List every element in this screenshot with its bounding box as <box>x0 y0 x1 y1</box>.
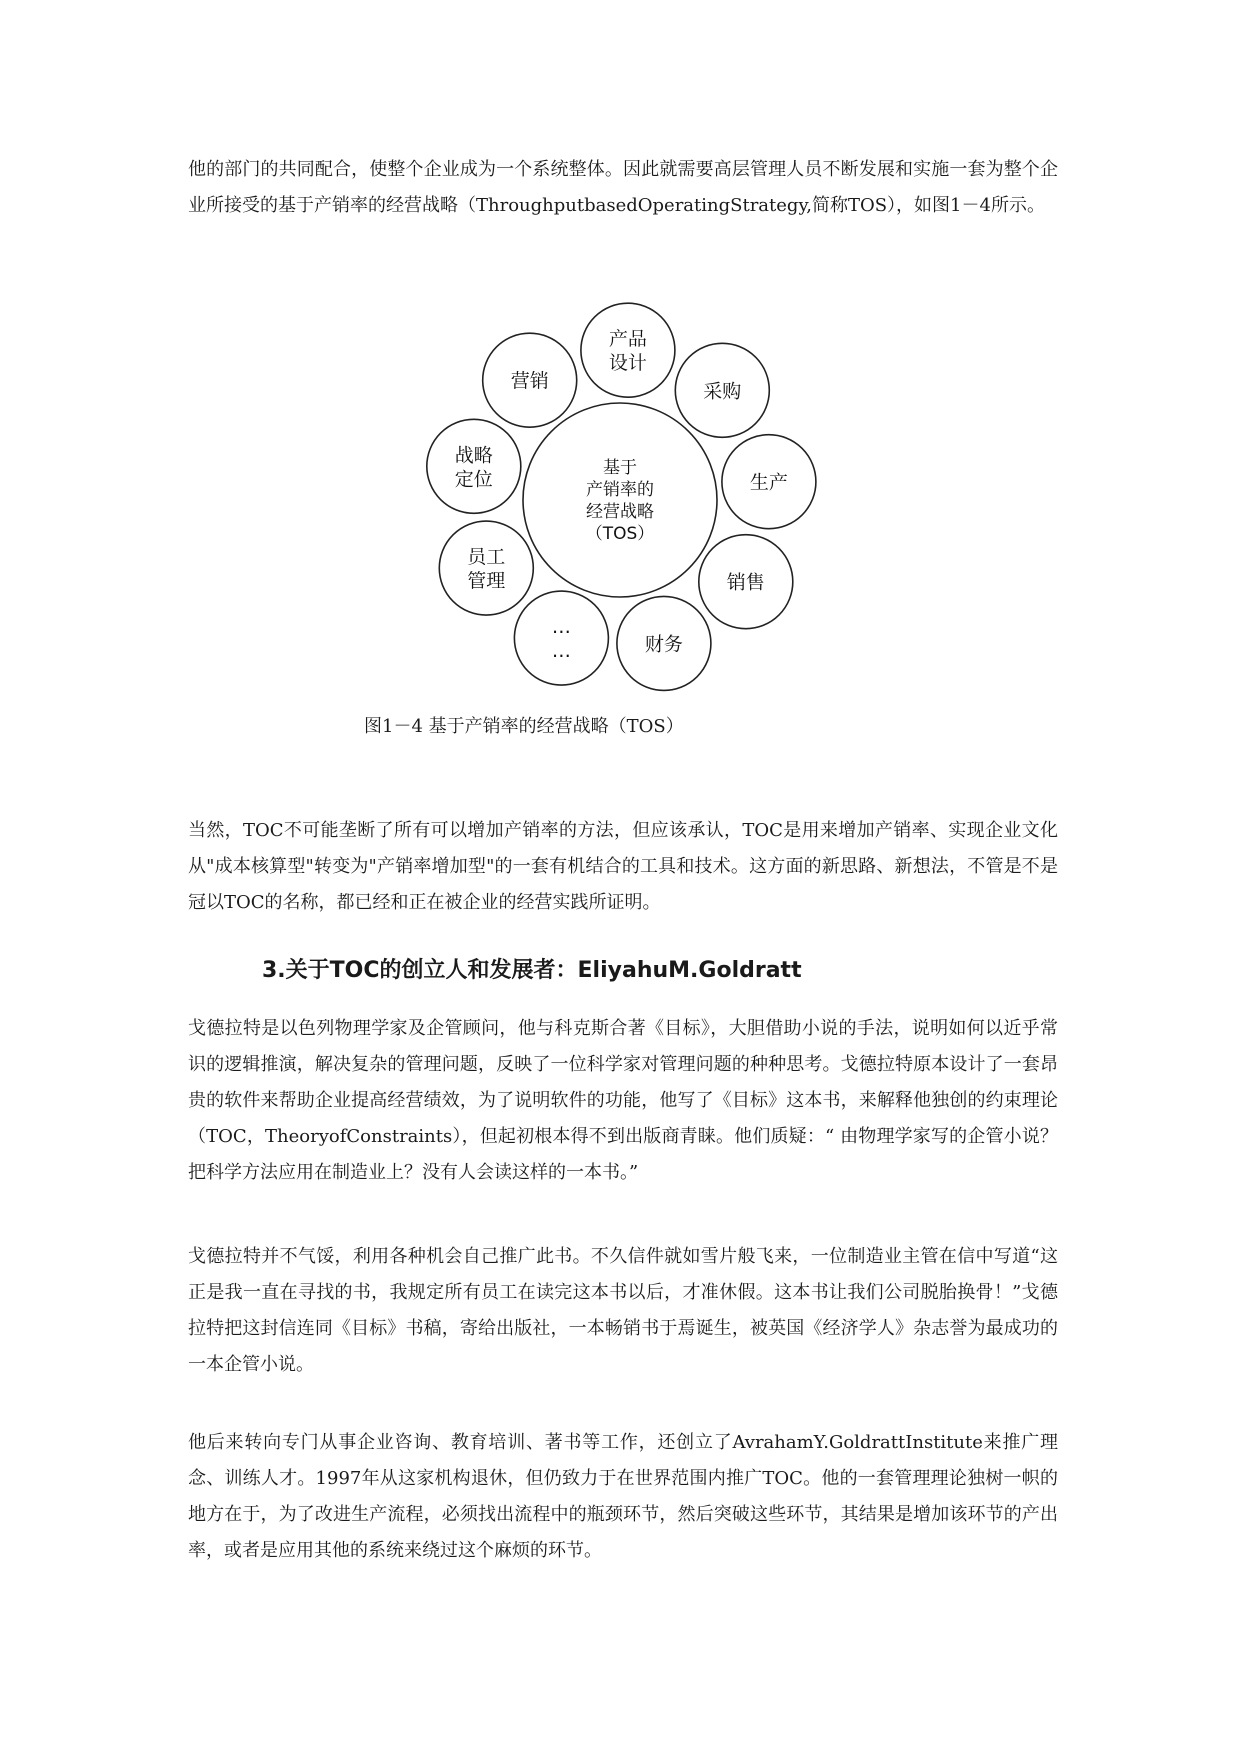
center-label-0: 基于 <box>603 458 637 478</box>
outer-label-2-0: 生产 <box>749 471 788 494</box>
paragraph-toc-note: 当然，TOC不可能垄断了所有可以增加产销率的方法，但应该承认，TOC是用来增加产销率、实现企业文化从"成本核算型"转变为"产销率增加型"的一套有机结合的工具和技术。这方面的新思路、新想法，不管是不是冠以TOC的名称，都已经和正在被企业的经营实践所证明。 <box>188 820 1058 913</box>
outer-label-0-0: 产品 <box>608 328 647 351</box>
center-label-1: 产销率的 <box>586 480 654 500</box>
outer-label-7-1: 定位 <box>454 468 493 491</box>
paragraph-intro: 他的部门的共同配合，使整个企业成为一个系统整体。因此就需要高层管理人员不断发展和实施一套为整个企业所接受的基于产销率的经营战略（ThroughputbasedOperatingStrategy,简称TOS），如图1－4所示。 <box>188 159 1058 216</box>
center-circle <box>523 403 717 597</box>
figure-caption: 图1－4 基于产销率的经营战略（TOS） <box>364 716 684 737</box>
outer-label-0-1: 设计 <box>608 352 647 375</box>
outer-label-3-0: 销售 <box>726 571 765 594</box>
outer-label-1-0: 采购 <box>703 380 742 403</box>
outer-label-7-0: 战略 <box>454 444 493 467</box>
outer-label-6-1: 管理 <box>467 570 506 593</box>
tos-diagram <box>420 300 820 700</box>
outer-label-4-0: 财务 <box>644 633 683 656</box>
paragraph-book-success: 戈德拉特并不气馁，利用各种机会自己推广此书。不久信件就如雪片般飞来，一位制造业主管在信中写道“这正是我一直在寻找的书，我规定所有员工在读完这本书以后，才准休假。这本书让我们公司脱胎换骨！”戈德拉特把这封信连同《目标》书稿，寄给出版社，一本畅销书于焉诞生，被英国《经济学人》杂志誉为最成功的一本企管小说。 <box>188 1246 1058 1375</box>
outer-label-8-0: 营销 <box>510 370 549 393</box>
paragraph-later-career: 他后来转向专门从事企业咨询、教育培训、著书等工作，还创立了AvrahamY.GoldrattInstitute来推广理念、训练人才。1997年从这家机构退休，但仍致力于在世界范围内推广TOC。他的一套管理理论独树一帜的地方在于，为了改进生产流程，必须找出流程中的瓶颈环节，然后突破这些环节，其结果是增加该环节的产出率，或者是应用其他的系统来绕过这个麻烦的环节。 <box>188 1432 1058 1561</box>
center-label-2: 经营战略 <box>586 502 654 522</box>
section-heading: 3.关于TOC的创立人和发展者：EliyahuM.Goldratt <box>262 958 802 983</box>
outer-label-5-1: … <box>551 640 571 663</box>
center-label-3: （TOS） <box>585 524 655 544</box>
paragraph-goldratt-bio: 戈德拉特是以色列物理学家及企管顾问，他与科克斯合著《目标》，大胆借助小说的手法，说明如何以近乎常识的逻辑推演，解决复杂的管理问题，反映了一位科学家对管理问题的种种思考。戈德拉特原本设计了一套昂贵的软件来帮助企业提高经营绩效，为了说明软件的功能，他写了《目标》这本书，来解释他独创的约束理论（TOC，TheoryofConstraints），但起初根本得不到出版商青睐。他们质疑：“ 由物理学家写的企管小说？把科学方法应用在制造业上？没有人会读这样的一本书。” <box>188 1018 1058 1183</box>
outer-label-5-0: … <box>551 616 571 639</box>
tos-diagram-svg <box>420 300 820 700</box>
outer-label-6-0: 员工 <box>467 546 506 569</box>
